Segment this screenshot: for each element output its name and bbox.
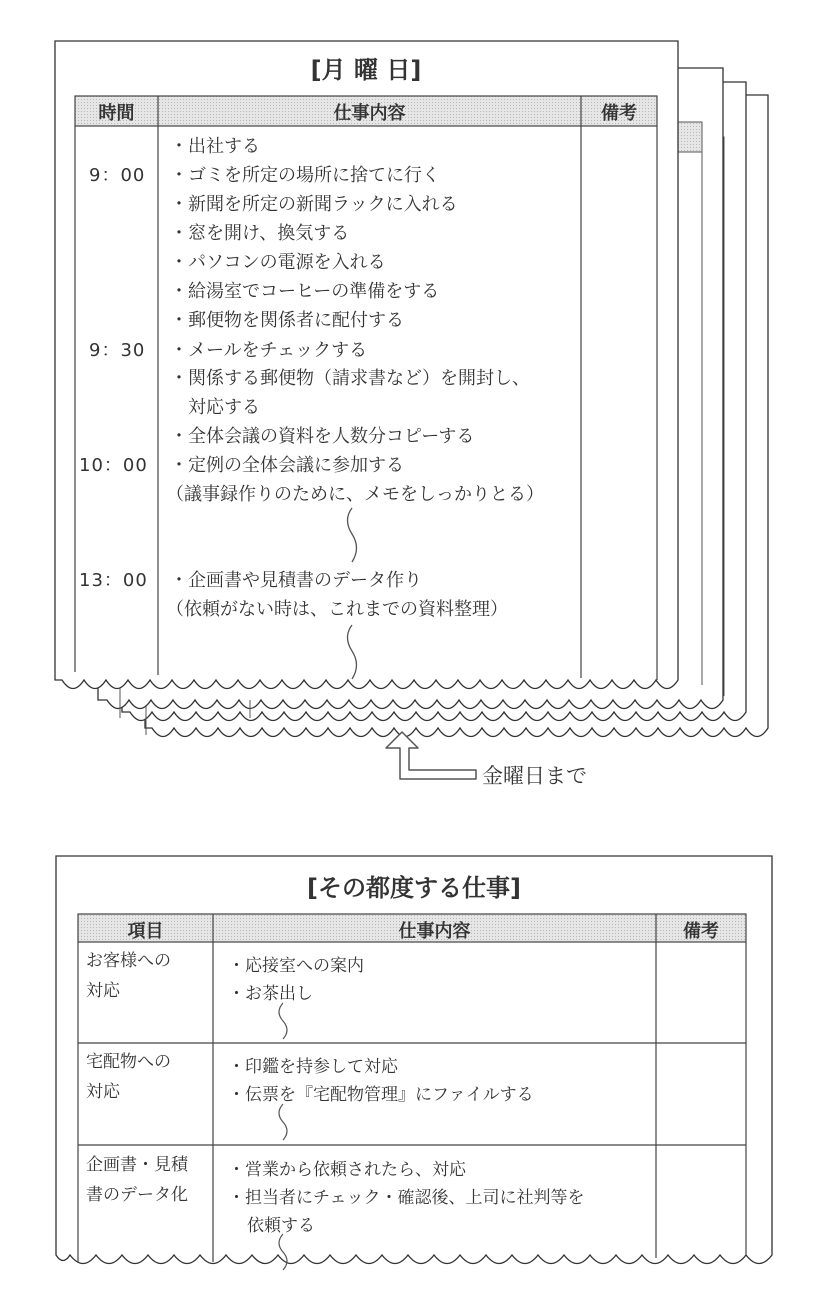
periodic-header-item: 項目 <box>127 921 164 942</box>
task-line: ・新聞を所定の新聞ラックに入れる <box>170 194 458 215</box>
weekly-header-time: 時間 <box>98 103 135 124</box>
row-task: ・営業から依頼されたら、対応 <box>228 1160 466 1180</box>
task-line: ・窓を開け、換気する <box>170 223 350 244</box>
periodic-title: [その都度する仕事] <box>307 874 521 902</box>
periodic-header-content: 仕事内容 <box>398 921 471 942</box>
task-line: （依頼がない時は、これまでの資料整理） <box>166 599 508 620</box>
row-task: ・応接室への案内 <box>228 956 364 976</box>
weekly-title: [月 曜 日] <box>310 56 422 84</box>
row-item-label: 対応 <box>86 1082 120 1102</box>
task-line: ・出社する <box>170 136 260 157</box>
row-task: 依頼する <box>247 1216 315 1236</box>
row-task: ・印鑑を持参して対応 <box>228 1057 398 1077</box>
row-task: ・お茶出し <box>228 984 313 1004</box>
row-item-label: 企画書・見積 <box>86 1155 188 1175</box>
task-line: ・企画書や見積書のデータ作り <box>170 570 422 591</box>
task-line: ・ゴミを所定の場所に捨てに行く <box>170 165 440 186</box>
row-task: ・伝票を『宅配物管理』にファイルする <box>228 1085 534 1105</box>
task-line: 対応する <box>188 397 260 418</box>
task-line: ・関係する郵便物（請求書など）を開封し、 <box>170 368 530 389</box>
task-line: ・パソコンの電源を入れる <box>170 252 386 273</box>
periodic-header-notes: 備考 <box>683 921 719 942</box>
task-line: ・給湯室でコーヒーの準備をする <box>170 281 440 302</box>
task-line: ・メールをチェックする <box>170 340 368 361</box>
row-item-label: お客様への <box>86 951 171 971</box>
time-label: 13：00 <box>79 570 148 591</box>
arrow-up-icon <box>386 732 476 779</box>
time-label: 10：00 <box>79 455 148 476</box>
time-label: 9：30 <box>89 340 146 361</box>
task-line: （議事録作りのために、メモをしっかりとる） <box>166 484 544 505</box>
row-item-label: 宅配物への <box>86 1052 171 1072</box>
until-friday-label: 金曜日まで <box>482 764 587 788</box>
row-item-label: 対応 <box>86 981 120 1001</box>
weekly-header-notes: 備考 <box>601 103 637 124</box>
task-line: ・全体会議の資料を人数分コピーする <box>170 426 475 447</box>
task-line: ・郵便物を関係者に配付する <box>170 310 404 331</box>
weekly-header-content: 仕事内容 <box>333 103 406 124</box>
row-task: ・担当者にチェック・確認後、上司に社判等を <box>228 1188 585 1208</box>
row-item-label: 書のデータ化 <box>86 1185 188 1205</box>
time-label: 9：00 <box>89 165 146 186</box>
task-line: ・定例の全体会議に参加する <box>170 455 404 476</box>
